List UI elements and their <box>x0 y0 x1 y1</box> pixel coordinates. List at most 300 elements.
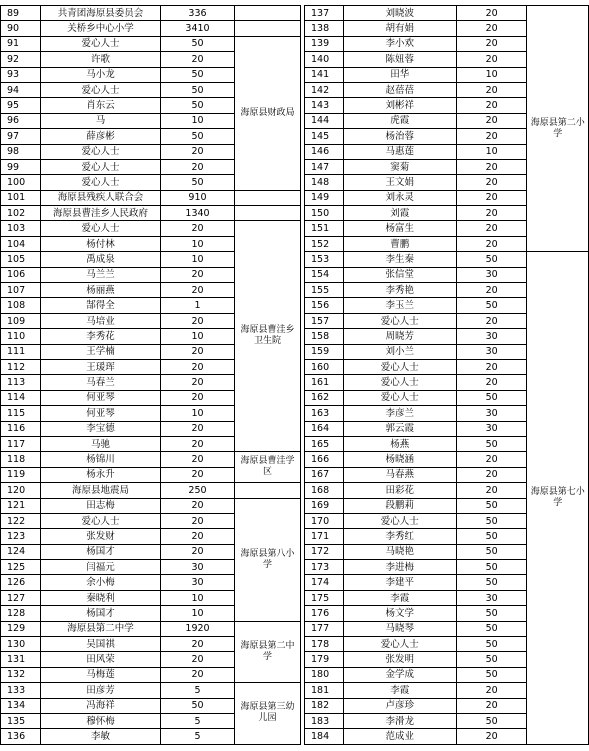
row-number: 143 <box>305 98 344 113</box>
donor-name: 杨锦川 <box>41 452 161 467</box>
donor-name: 王文娟 <box>343 175 456 190</box>
row-number: 183 <box>305 713 344 728</box>
row-number: 122 <box>1 513 41 528</box>
donor-name: 段鹏莉 <box>343 498 456 513</box>
table-row <box>1 621 301 636</box>
row-number: 98 <box>1 144 41 159</box>
donor-name: 田志梅 <box>41 498 161 513</box>
row-number: 111 <box>1 344 41 359</box>
donor-name: 杨国才 <box>41 544 161 559</box>
donation-amount: 50 <box>161 698 235 713</box>
row-number: 137 <box>305 6 344 21</box>
donation-amount: 20 <box>456 36 527 51</box>
donor-name: 穆怀梅 <box>41 713 161 728</box>
donation-amount: 30 <box>456 421 527 436</box>
row-number: 99 <box>1 159 41 174</box>
donation-amount: 5 <box>161 729 235 744</box>
donor-name: 李建平 <box>343 575 456 590</box>
donor-name: 爱心人士 <box>343 359 456 374</box>
donation-amount: 50 <box>456 436 527 451</box>
donor-name: 赵蓓蓓 <box>343 82 456 97</box>
donation-amount: 30 <box>456 406 527 421</box>
donation-table-left <box>0 5 301 745</box>
row-number: 178 <box>305 637 344 652</box>
row-number: 158 <box>305 329 344 344</box>
donation-amount: 10 <box>161 329 235 344</box>
donation-amount: 30 <box>456 590 527 605</box>
donation-amount: 50 <box>456 560 527 575</box>
donor-name: 范成业 <box>343 729 456 744</box>
donation-amount: 50 <box>456 513 527 528</box>
donor-name: 李霞 <box>343 590 456 605</box>
donation-amount: 50 <box>456 621 527 636</box>
donor-name: 周晓芳 <box>343 329 456 344</box>
donation-amount: 20 <box>161 267 235 282</box>
donation-amount: 20 <box>161 375 235 390</box>
donation-amount: 50 <box>161 175 235 190</box>
donor-name: 李玉兰 <box>343 298 456 313</box>
donation-amount: 50 <box>161 82 235 97</box>
donation-amount: 30 <box>456 267 527 282</box>
donor-name: 李小欢 <box>343 36 456 51</box>
row-number: 162 <box>305 390 344 405</box>
donor-name: 张信堂 <box>343 267 456 282</box>
row-number: 176 <box>305 606 344 621</box>
donor-name: 爱心人士 <box>41 221 161 236</box>
donor-name: 李滑龙 <box>343 713 456 728</box>
donor-name: 马春兰 <box>41 375 161 390</box>
donor-name: 冯海祥 <box>41 698 161 713</box>
donor-name: 马惠莲 <box>343 144 456 159</box>
donation-amount: 20 <box>456 359 527 374</box>
donation-amount: 50 <box>456 606 527 621</box>
row-number: 94 <box>1 82 41 97</box>
donation-amount: 20 <box>161 667 235 682</box>
donation-amount: 50 <box>456 544 527 559</box>
donor-name: 刘彬祥 <box>343 98 456 113</box>
row-number: 140 <box>305 52 344 67</box>
row-number: 100 <box>1 175 41 190</box>
donation-amount: 20 <box>161 159 235 174</box>
donation-amount: 20 <box>456 283 527 298</box>
donor-name: 杨治蓉 <box>343 129 456 144</box>
donation-amount: 50 <box>456 575 527 590</box>
donation-amount: 20 <box>161 637 235 652</box>
donor-name: 卢彦珍 <box>343 698 456 713</box>
donor-name: 刘小兰 <box>343 344 456 359</box>
row-number: 155 <box>305 283 344 298</box>
donor-name: 李宝德 <box>41 421 161 436</box>
row-number: 174 <box>305 575 344 590</box>
donation-amount: 20 <box>161 467 235 482</box>
donation-amount: 20 <box>161 144 235 159</box>
row-number: 105 <box>1 252 41 267</box>
row-number: 120 <box>1 483 41 498</box>
donor-name: 王学楠 <box>41 344 161 359</box>
row-number: 116 <box>1 421 41 436</box>
donation-amount: 20 <box>456 313 527 328</box>
donation-amount: 20 <box>161 652 235 667</box>
unit-note: 海原县第二中学 <box>235 621 301 683</box>
donor-name: 杨燕 <box>343 436 456 451</box>
donation-amount: 20 <box>456 729 527 744</box>
row-number: 101 <box>1 190 41 205</box>
row-number: 129 <box>1 621 41 636</box>
donation-amount: 50 <box>456 529 527 544</box>
donor-name: 马春燕 <box>343 467 456 482</box>
table-row <box>1 483 301 498</box>
row-number: 182 <box>305 698 344 713</box>
donor-name: 陈妞蓉 <box>343 52 456 67</box>
donor-name: 田彦芳 <box>41 683 161 698</box>
donation-amount: 50 <box>161 67 235 82</box>
donor-name: 李霞 <box>343 683 456 698</box>
donation-amount: 10 <box>161 113 235 128</box>
table-row <box>1 221 301 236</box>
row-number: 172 <box>305 544 344 559</box>
donor-name: 吴国祺 <box>41 637 161 652</box>
donation-amount: 20 <box>161 221 235 236</box>
row-number: 184 <box>305 729 344 744</box>
row-number: 175 <box>305 590 344 605</box>
donation-amount: 50 <box>456 652 527 667</box>
donor-name: 爱心人士 <box>41 159 161 174</box>
donation-amount: 50 <box>161 98 235 113</box>
donation-amount: 20 <box>161 421 235 436</box>
donor-name: 海原县第二中学 <box>41 621 161 636</box>
row-number: 163 <box>305 406 344 421</box>
row-number: 177 <box>305 621 344 636</box>
donor-name: 肖东云 <box>41 98 161 113</box>
unit-note <box>235 190 301 205</box>
row-number: 123 <box>1 529 41 544</box>
table-row <box>1 683 301 698</box>
donation-amount: 20 <box>456 52 527 67</box>
row-number: 164 <box>305 421 344 436</box>
row-number: 147 <box>305 159 344 174</box>
table-row <box>1 206 301 221</box>
donor-name: 海原县残疾人联合会 <box>41 190 161 205</box>
donation-amount: 50 <box>456 637 527 652</box>
row-number: 165 <box>305 436 344 451</box>
donor-name: 李秀红 <box>343 529 456 544</box>
donor-name: 曹鹏 <box>343 236 456 251</box>
donation-amount: 910 <box>161 190 235 205</box>
donation-amount: 10 <box>456 144 527 159</box>
donor-name: 李秀花 <box>41 329 161 344</box>
row-number: 119 <box>1 467 41 482</box>
donation-amount: 20 <box>456 6 527 21</box>
row-number: 151 <box>305 221 344 236</box>
donor-name: 马晓艳 <box>343 544 456 559</box>
donor-name: 爱心人士 <box>343 375 456 390</box>
row-number: 157 <box>305 313 344 328</box>
unit-note: 海原县第八小学 <box>235 498 301 621</box>
donor-name: 马兰兰 <box>41 267 161 282</box>
donation-amount: 10 <box>161 606 235 621</box>
table-row <box>1 21 301 36</box>
donation-amount: 50 <box>456 667 527 682</box>
row-number: 136 <box>1 729 41 744</box>
donor-name: 田彩花 <box>343 483 456 498</box>
donor-name: 李敏 <box>41 729 161 744</box>
row-number: 118 <box>1 452 41 467</box>
donation-amount: 10 <box>161 406 235 421</box>
donation-amount: 1340 <box>161 206 235 221</box>
donor-name: 杨付林 <box>41 236 161 251</box>
row-number: 138 <box>305 21 344 36</box>
donor-name: 杨文学 <box>343 606 456 621</box>
row-number: 102 <box>1 206 41 221</box>
donor-name: 共青团海原县委员会 <box>41 6 161 21</box>
donation-amount: 10 <box>161 590 235 605</box>
donor-name: 海原县曹洼乡人民政府 <box>41 206 161 221</box>
row-number: 126 <box>1 575 41 590</box>
donation-amount: 20 <box>161 529 235 544</box>
donor-name: 爱心人士 <box>41 175 161 190</box>
donation-amount: 20 <box>161 52 235 67</box>
table-row <box>305 252 589 267</box>
unit-note: 海原县曹洼乡卫生院 <box>235 221 301 452</box>
donor-name: 虎霞 <box>343 113 456 128</box>
donor-name: 李进梅 <box>343 560 456 575</box>
donor-name: 许歌 <box>41 52 161 67</box>
row-number: 106 <box>1 267 41 282</box>
row-number: 117 <box>1 436 41 451</box>
donation-amount: 20 <box>456 98 527 113</box>
row-number: 169 <box>305 498 344 513</box>
unit-note: 海原县第二小学 <box>527 6 589 252</box>
donor-name: 闫福元 <box>41 560 161 575</box>
donation-amount: 250 <box>161 483 235 498</box>
unit-note: 海原县第三幼儿园 <box>235 683 301 745</box>
row-number: 168 <box>305 483 344 498</box>
donation-amount: 20 <box>456 236 527 251</box>
donation-amount: 20 <box>161 344 235 359</box>
row-number: 132 <box>1 667 41 682</box>
row-number: 153 <box>305 252 344 267</box>
table-row <box>1 498 301 513</box>
donor-name: 杨国才 <box>41 606 161 621</box>
row-number: 142 <box>305 82 344 97</box>
table-row <box>305 6 589 21</box>
donation-amount: 50 <box>456 298 527 313</box>
right-table-body <box>305 6 589 745</box>
donor-name: 窦菊 <box>343 159 456 174</box>
row-number: 181 <box>305 683 344 698</box>
donor-name: 爱心人士 <box>343 313 456 328</box>
table-row <box>1 452 301 467</box>
donor-name: 李秀艳 <box>343 283 456 298</box>
row-number: 127 <box>1 590 41 605</box>
donation-amount: 20 <box>456 375 527 390</box>
donor-name: 张发明 <box>343 652 456 667</box>
row-number: 159 <box>305 344 344 359</box>
row-number: 114 <box>1 390 41 405</box>
donation-amount: 1 <box>161 298 235 313</box>
donor-name: 胡有娟 <box>343 21 456 36</box>
donor-name: 刘霞 <box>343 206 456 221</box>
donation-amount: 20 <box>456 452 527 467</box>
row-number: 125 <box>1 560 41 575</box>
row-number: 146 <box>305 144 344 159</box>
donor-name: 马梅莲 <box>41 667 161 682</box>
donor-name: 王瑗珲 <box>41 359 161 374</box>
row-number: 91 <box>1 36 41 51</box>
donor-name: 秦晓利 <box>41 590 161 605</box>
donation-amount: 30 <box>456 329 527 344</box>
donor-name: 金学成 <box>343 667 456 682</box>
donor-name: 爱心人士 <box>343 637 456 652</box>
row-number: 89 <box>1 6 41 21</box>
row-number: 112 <box>1 359 41 374</box>
row-number: 96 <box>1 113 41 128</box>
donation-amount: 20 <box>456 190 527 205</box>
unit-note: 海原县曹洼学区 <box>235 452 301 483</box>
donor-name: 郭云霞 <box>343 421 456 436</box>
row-number: 93 <box>1 67 41 82</box>
donation-amount: 20 <box>161 283 235 298</box>
donation-amount: 20 <box>161 359 235 374</box>
donor-name: 爱心人士 <box>41 144 161 159</box>
donor-name: 薛彦彬 <box>41 129 161 144</box>
row-number: 131 <box>1 652 41 667</box>
donation-amount: 20 <box>456 683 527 698</box>
donation-amount: 20 <box>456 698 527 713</box>
row-number: 161 <box>305 375 344 390</box>
donation-amount: 50 <box>456 252 527 267</box>
donor-name: 李生秦 <box>343 252 456 267</box>
table-row <box>1 6 301 21</box>
donor-name: 李彦兰 <box>343 406 456 421</box>
donor-name: 爱心人士 <box>41 36 161 51</box>
row-number: 133 <box>1 683 41 698</box>
donor-name: 杨永升 <box>41 467 161 482</box>
donation-amount: 3410 <box>161 21 235 36</box>
donation-amount: 30 <box>161 560 235 575</box>
donor-name: 刘永灵 <box>343 190 456 205</box>
donation-amount: 5 <box>161 713 235 728</box>
donor-name: 马培业 <box>41 313 161 328</box>
donation-amount: 20 <box>456 175 527 190</box>
row-number: 160 <box>305 359 344 374</box>
donation-amount: 50 <box>456 713 527 728</box>
row-number: 128 <box>1 606 41 621</box>
row-number: 124 <box>1 544 41 559</box>
row-number: 108 <box>1 298 41 313</box>
row-number: 121 <box>1 498 41 513</box>
row-number: 109 <box>1 313 41 328</box>
donor-name: 郜得全 <box>41 298 161 313</box>
row-number: 171 <box>305 529 344 544</box>
donor-name: 马 <box>41 113 161 128</box>
donation-amount: 20 <box>161 390 235 405</box>
row-number: 103 <box>1 221 41 236</box>
row-number: 154 <box>305 267 344 282</box>
donor-name: 马小龙 <box>41 67 161 82</box>
row-number: 134 <box>1 698 41 713</box>
donation-amount: 50 <box>456 498 527 513</box>
row-number: 104 <box>1 236 41 251</box>
donation-amount: 50 <box>456 390 527 405</box>
row-number: 135 <box>1 713 41 728</box>
row-number: 156 <box>305 298 344 313</box>
row-number: 152 <box>305 236 344 251</box>
unit-note <box>235 483 301 498</box>
donor-name: 杨晓涵 <box>343 452 456 467</box>
row-number: 115 <box>1 406 41 421</box>
donation-amount: 5 <box>161 683 235 698</box>
donor-name: 田华 <box>343 67 456 82</box>
row-number: 148 <box>305 175 344 190</box>
row-number: 150 <box>305 206 344 221</box>
unit-note <box>235 206 301 221</box>
donor-name: 杨富生 <box>343 221 456 236</box>
donor-name: 余小梅 <box>41 575 161 590</box>
donation-amount: 20 <box>456 221 527 236</box>
row-number: 90 <box>1 21 41 36</box>
donation-amount: 20 <box>161 513 235 528</box>
donor-name: 爱心人士 <box>343 513 456 528</box>
donation-amount: 10 <box>161 236 235 251</box>
unit-note <box>235 21 301 36</box>
row-number: 139 <box>305 36 344 51</box>
donation-amount: 20 <box>456 467 527 482</box>
donor-name: 田风荣 <box>41 652 161 667</box>
table-row <box>1 36 301 51</box>
donor-name: 爱心人士 <box>41 513 161 528</box>
row-number: 149 <box>305 190 344 205</box>
donor-name: 爱心人士 <box>41 82 161 97</box>
donation-amount: 336 <box>161 6 235 21</box>
donor-name: 张发财 <box>41 529 161 544</box>
row-number: 95 <box>1 98 41 113</box>
unit-note: 海原县财政局 <box>235 36 301 190</box>
donation-amount: 30 <box>161 575 235 590</box>
row-number: 144 <box>305 113 344 128</box>
row-number: 113 <box>1 375 41 390</box>
donor-name: 爱心人士 <box>343 390 456 405</box>
donation-amount: 20 <box>161 313 235 328</box>
donation-amount: 20 <box>161 498 235 513</box>
donor-name: 禹成泉 <box>41 252 161 267</box>
row-number: 167 <box>305 467 344 482</box>
unit-note <box>235 6 301 21</box>
donation-amount: 20 <box>456 159 527 174</box>
donation-amount: 20 <box>161 452 235 467</box>
donation-amount: 1920 <box>161 621 235 636</box>
row-number: 179 <box>305 652 344 667</box>
donor-name: 杨丽燕 <box>41 283 161 298</box>
donation-amount: 20 <box>456 21 527 36</box>
donation-amount: 10 <box>161 252 235 267</box>
donation-amount: 20 <box>456 113 527 128</box>
donation-amount: 20 <box>456 82 527 97</box>
donation-amount: 20 <box>161 436 235 451</box>
row-number: 107 <box>1 283 41 298</box>
donor-name: 海原县地震局 <box>41 483 161 498</box>
donation-amount: 20 <box>161 544 235 559</box>
donation-amount: 50 <box>161 36 235 51</box>
donation-amount: 10 <box>456 67 527 82</box>
table-row <box>1 190 301 205</box>
donation-amount: 20 <box>456 129 527 144</box>
donation-amount: 50 <box>161 129 235 144</box>
donor-name: 何亚琴 <box>41 406 161 421</box>
row-number: 97 <box>1 129 41 144</box>
donor-name: 刘晓波 <box>343 6 456 21</box>
donor-name: 马驰 <box>41 436 161 451</box>
